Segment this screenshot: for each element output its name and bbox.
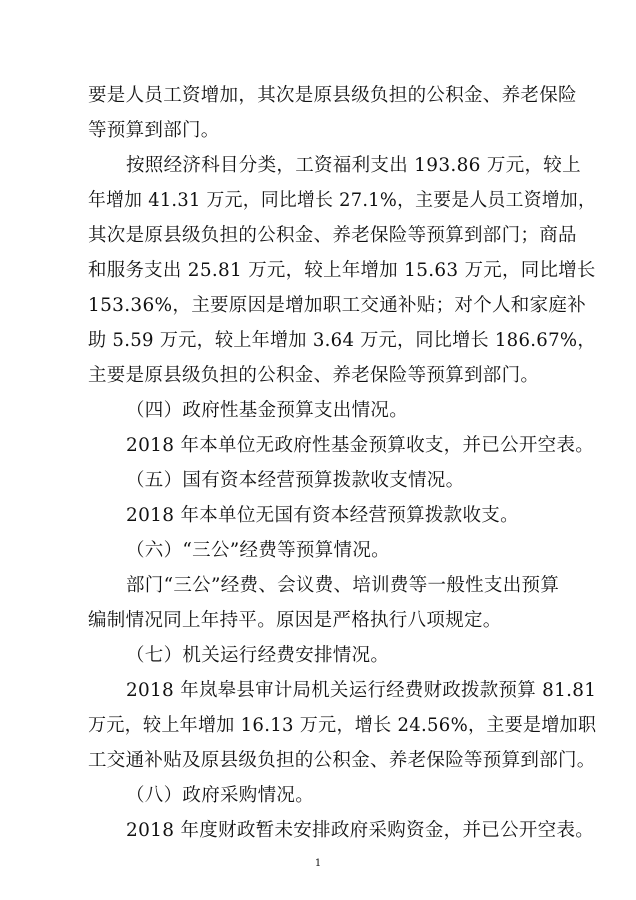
text-line: 万元，较上年增加 16.13 万元，增长 24.56%，主要是增加职 (88, 715, 597, 736)
text-line: 工交通补贴及原县级负担的公积金、养老保险等预算到部门。 (88, 750, 596, 771)
text-line: 2018 年本单位无政府性基金预算收支，并已公开空表。 (126, 435, 595, 456)
text-line: 和服务支出 25.81 万元，较上年增加 15.63 万元，同比增长 (88, 260, 596, 281)
text-line: 其次是原县级负担的公积金、养老保险等预算到部门；商品 (88, 225, 577, 246)
text-line: 2018 年度财政暂未安排政府采购资金，并已公开空表。 (126, 820, 595, 841)
text-line: 助 5.59 万元，较上年增加 3.64 万元，同比增长 186.67%， (88, 330, 596, 351)
text-line: 部门“三公”经费、会议费、培训费等一般性支出预算 (126, 575, 560, 596)
section-heading: （八）政府采购情况。 (126, 785, 315, 806)
text-line: 等预算到部门。 (88, 120, 220, 141)
text-line: 153.36%，主要原因是增加职工交通补贴；对个人和家庭补 (88, 295, 587, 316)
section-heading: （四）政府性基金预算支出情况。 (126, 400, 409, 421)
text-line: 编制情况同上年持平。原因是严格执行八项规定。 (88, 610, 502, 631)
text-line: 主要是原县级负担的公积金、养老保险等预算到部门。 (88, 365, 540, 386)
section-heading: （六）“三公”经费等预算情况。 (126, 540, 390, 561)
text-line: 2018 年本单位无国有资本经营预算拨款收支。 (126, 505, 519, 526)
section-heading: （七）机关运行经费安排情况。 (126, 645, 390, 666)
text-line: 年增加 41.31 万元，同比增长 27.1%，主要是人员工资增加， (88, 190, 597, 211)
text-line: 2018 年岚皋县审计局机关运行经费财政拨款预算 81.81 (126, 680, 597, 701)
text-line: 按照经济科目分类，工资福利支出 193.86 万元，较上 (126, 155, 581, 176)
section-heading: （五）国有资本经营预算拨款收支情况。 (126, 470, 465, 491)
page-number: 1 (314, 858, 322, 869)
text-line: 要是人员工资增加，其次是原县级负担的公积金、养老保险 (88, 85, 577, 106)
